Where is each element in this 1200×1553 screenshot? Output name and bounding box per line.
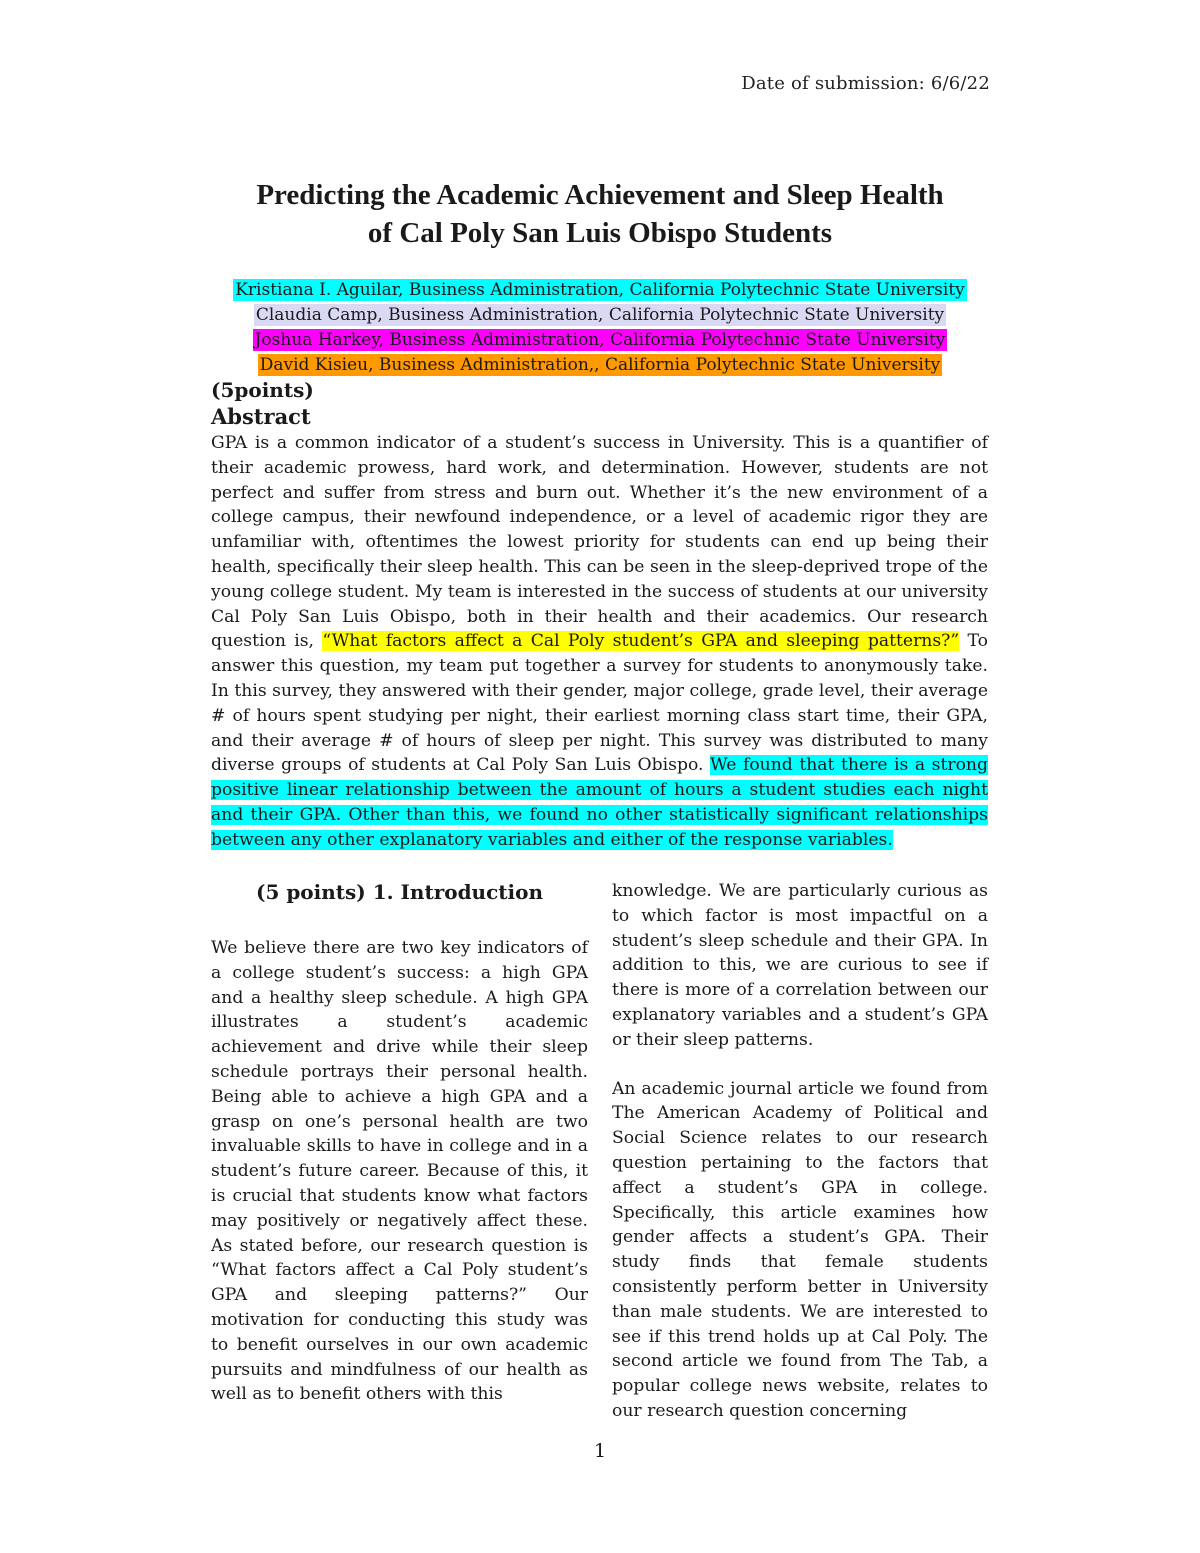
introduction-heading: (5 points) 1. Introduction	[255, 880, 543, 904]
title-line-2: of Cal Poly San Luis Obispo Students	[367, 217, 833, 249]
author-harkey: Joshua Harkey, Business Administration, California Polytechnic State University	[254, 330, 946, 350]
page-number: 1	[593, 1440, 607, 1462]
abstract-heading: Abstract	[211, 404, 311, 429]
author-camp: Claudia Camp, Business Administration, California Polytechnic State University	[255, 305, 945, 325]
findings-highlight: We found that there is a strong positive linear relationship between the amount of hours a student studies each night and their GPA. Other than this, we found no other statistically significant relationships between any other explanatory variables and either of the response variables.	[211, 755, 988, 850]
author-aguilar: Kristiana I. Aguilar, Business Administration, California Polytechnic State University	[235, 280, 965, 300]
author-kisieu: David Kisieu, Business Administration,, California Polytechnic State University	[259, 355, 941, 375]
paper-title	[150, 176, 1050, 252]
abstract-text-part-1: GPA is a common indicator of a student’s success in University. This is a quantifier of their academic prowess, hard work, and determination. However, students are not perfect and suffer from stress and burn out. Whether it’s the new environment of a college campus, their newfound independence, or a level of academic rigor they are unfamiliar with, oftentimes the lowest priority for students can end up being their health, specifically their sleep health. This can be seen in the sleep-deprived trope of the young college student. My team is interested in the success of students at our university Cal Poly San Luis Obispo, both in their health and their academics. Our research question is,	[211, 433, 988, 652]
intro-paragraph-3: An academic journal article we found from The American Academy of Political and Social Science relates to our research question pertaining to the factors that affect a student’s GPA in college. Specifically, this article examines how gender affects a student’s GPA. Their study finds that female students consistently perform better in University than male students. We are interested to see if this trend holds up at Cal Poly. The second article we found from The Tab, a popular college news website, relates to our research question concerning	[612, 1078, 988, 1421]
abstract-text-part-2: To answer this question, my team put together a survey for students to anonymously take. In this survey, they answered with their gender, major college, grade level, their average # of hours spent studying per night, their earliest morning class start time, their GPA, and their average # of hours of sleep per night. This survey was distributed to many diverse groups of students at Cal Poly San Luis Obispo.	[211, 631, 988, 776]
intro-paragraph-1: We believe there are two key indicators of a college student’s success: a high GPA and a healthy sleep schedule. A high GPA illustrates a student’s academic achievement and drive while their sleep schedule portrays their personal health. Being able to achieve a high GPA and a grasp on one’s personal health are two invaluable skills to have in college and in a student’s future career. Because of this, it is crucial that students know what factors may positively or negatively affect these. As stated before, our research question is “What factors affect a Cal Poly student’s GPA and sleeping patterns?” Our motivation for conducting this study was to benefit ourselves in our own academic pursuits and mindfulness of our health as well as to benefit others with this	[211, 938, 588, 1405]
intro-left-column	[211, 878, 588, 1407]
title-line-1: Predicting the Academic Achievement and Sleep Health	[256, 179, 944, 211]
author-list	[150, 278, 1050, 378]
research-question-highlight: “What factors affect a Cal Poly student’s GPA and sleeping patterns?”	[322, 631, 960, 652]
submission-date: Date of submission: 6/6/22	[741, 73, 990, 94]
intro-right-column	[612, 879, 988, 1424]
intro-paragraph-2: knowledge. We are particularly curious as to which factor is most impactful on a student’s sleep schedule and their GPA. In addition to this, we are curious to see if there is more of a correlation between our explanatory variables and a student’s GPA or their sleep patterns.	[612, 881, 988, 1050]
abstract-body	[211, 431, 988, 853]
abstract-points-label: (5points)	[211, 378, 314, 402]
